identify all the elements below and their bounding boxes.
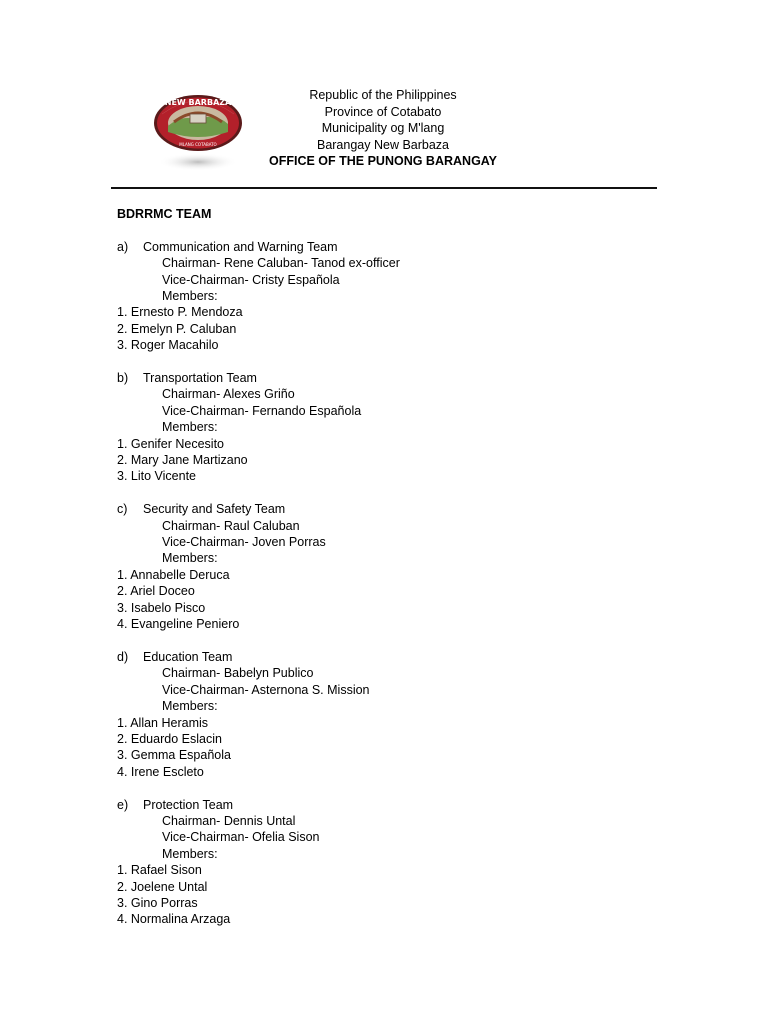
- team-title: [117, 649, 657, 665]
- team-vice-chairman: Vice-Chairman- Cristy Española: [162, 272, 340, 287]
- team-vice-chairman: Vice-Chairman- Asternona S. Mission: [162, 682, 370, 697]
- member-item: 3. Lito Vicente: [117, 469, 196, 484]
- team-chairman: Chairman- Dennis Untal: [162, 813, 296, 828]
- team-members-label: Members:: [162, 699, 218, 714]
- member-item: 2. Eduardo Eslacin: [117, 731, 222, 746]
- member-item: 3. Isabelo Pisco: [117, 600, 206, 615]
- doc-title: BDRRMC TEAM: [117, 207, 212, 221]
- team-section-d: [117, 649, 657, 780]
- team-chairman: Chairman- Babelyn Publico: [162, 666, 314, 681]
- header-line-municipality: Municipality og M'lang: [321, 121, 445, 135]
- team-members-label: Members:: [162, 289, 218, 304]
- member-item: 1. Ernesto P. Mendoza: [117, 305, 243, 320]
- member-item: 2. Joelene Untal: [117, 879, 208, 894]
- member-item: 4. Normalina Arzaga: [117, 912, 231, 927]
- barangay-seal-logo: [152, 92, 244, 176]
- member-item: 3. Gemma Española: [117, 748, 231, 763]
- header-line-barangay: Barangay New Barbaza: [316, 137, 450, 152]
- team-vice-chairman: Vice-Chairman- Fernando Española: [162, 403, 362, 418]
- member-item: 1. Rafael Sison: [117, 863, 202, 878]
- team-name: Education Team: [143, 649, 233, 664]
- member-item: 3. Gino Porras: [117, 895, 198, 910]
- team-name: Security and Safety Team: [143, 502, 286, 517]
- team-name: Communication and Warning Team: [143, 239, 338, 254]
- team-vice-chairman: Vice-Chairman- Ofelia Sison: [162, 830, 320, 845]
- team-section-b: [117, 370, 657, 485]
- logo-text-top: NEW BARBAZA: [164, 98, 232, 107]
- member-item: 3. Roger Macahilo: [117, 338, 219, 353]
- header-office-title: OFFICE OF THE PUNONG BARANGAY: [268, 154, 498, 168]
- team-chairman: Chairman- Rene Caluban- Tanod ex-officer: [162, 256, 400, 271]
- team-members-label: Members:: [162, 846, 218, 861]
- team-members-label: Members:: [162, 420, 218, 435]
- document-body: [117, 206, 657, 944]
- team-chairman: Chairman- Raul Caluban: [162, 518, 300, 533]
- team-section-e: [117, 797, 657, 928]
- header-divider: [111, 187, 657, 189]
- team-title: [117, 797, 657, 813]
- header-line-province: Province of Cotabato: [324, 104, 442, 119]
- header-line-republic: Republic of the Philippines: [309, 88, 457, 102]
- member-item: 2. Emelyn P. Caluban: [117, 321, 237, 336]
- team-title: [117, 239, 657, 255]
- team-vice-chairman: Vice-Chairman- Joven Porras: [162, 535, 326, 550]
- team-name: Transportation Team: [143, 371, 257, 386]
- team-letter: c): [117, 502, 128, 517]
- team-name: Protection Team: [143, 797, 234, 812]
- logo-text-bottom: MLANG COTABATO: [179, 142, 217, 147]
- team-letter: d): [117, 649, 129, 664]
- team-section-a: [117, 239, 657, 354]
- member-item: 4. Evangeline Peniero: [117, 617, 240, 632]
- member-item: 4. Irene Escleto: [117, 764, 204, 779]
- team-members-label: Members:: [162, 551, 218, 566]
- team-section-c: [117, 501, 657, 632]
- member-item: 2. Ariel Doceo: [117, 584, 195, 599]
- team-title: [117, 501, 657, 517]
- member-item: 1. Genifer Necesito: [117, 436, 224, 451]
- member-item: 1. Allan Heramis: [117, 715, 209, 730]
- member-item: 1. Annabelle Deruca: [117, 567, 230, 582]
- team-letter: b): [117, 371, 129, 386]
- letterhead: [245, 87, 521, 170]
- team-letter: e): [117, 797, 129, 812]
- team-chairman: Chairman- Alexes Griño: [162, 387, 295, 402]
- team-letter: a): [117, 239, 129, 254]
- member-item: 2. Mary Jane Martizano: [117, 453, 248, 468]
- team-title: [117, 370, 657, 386]
